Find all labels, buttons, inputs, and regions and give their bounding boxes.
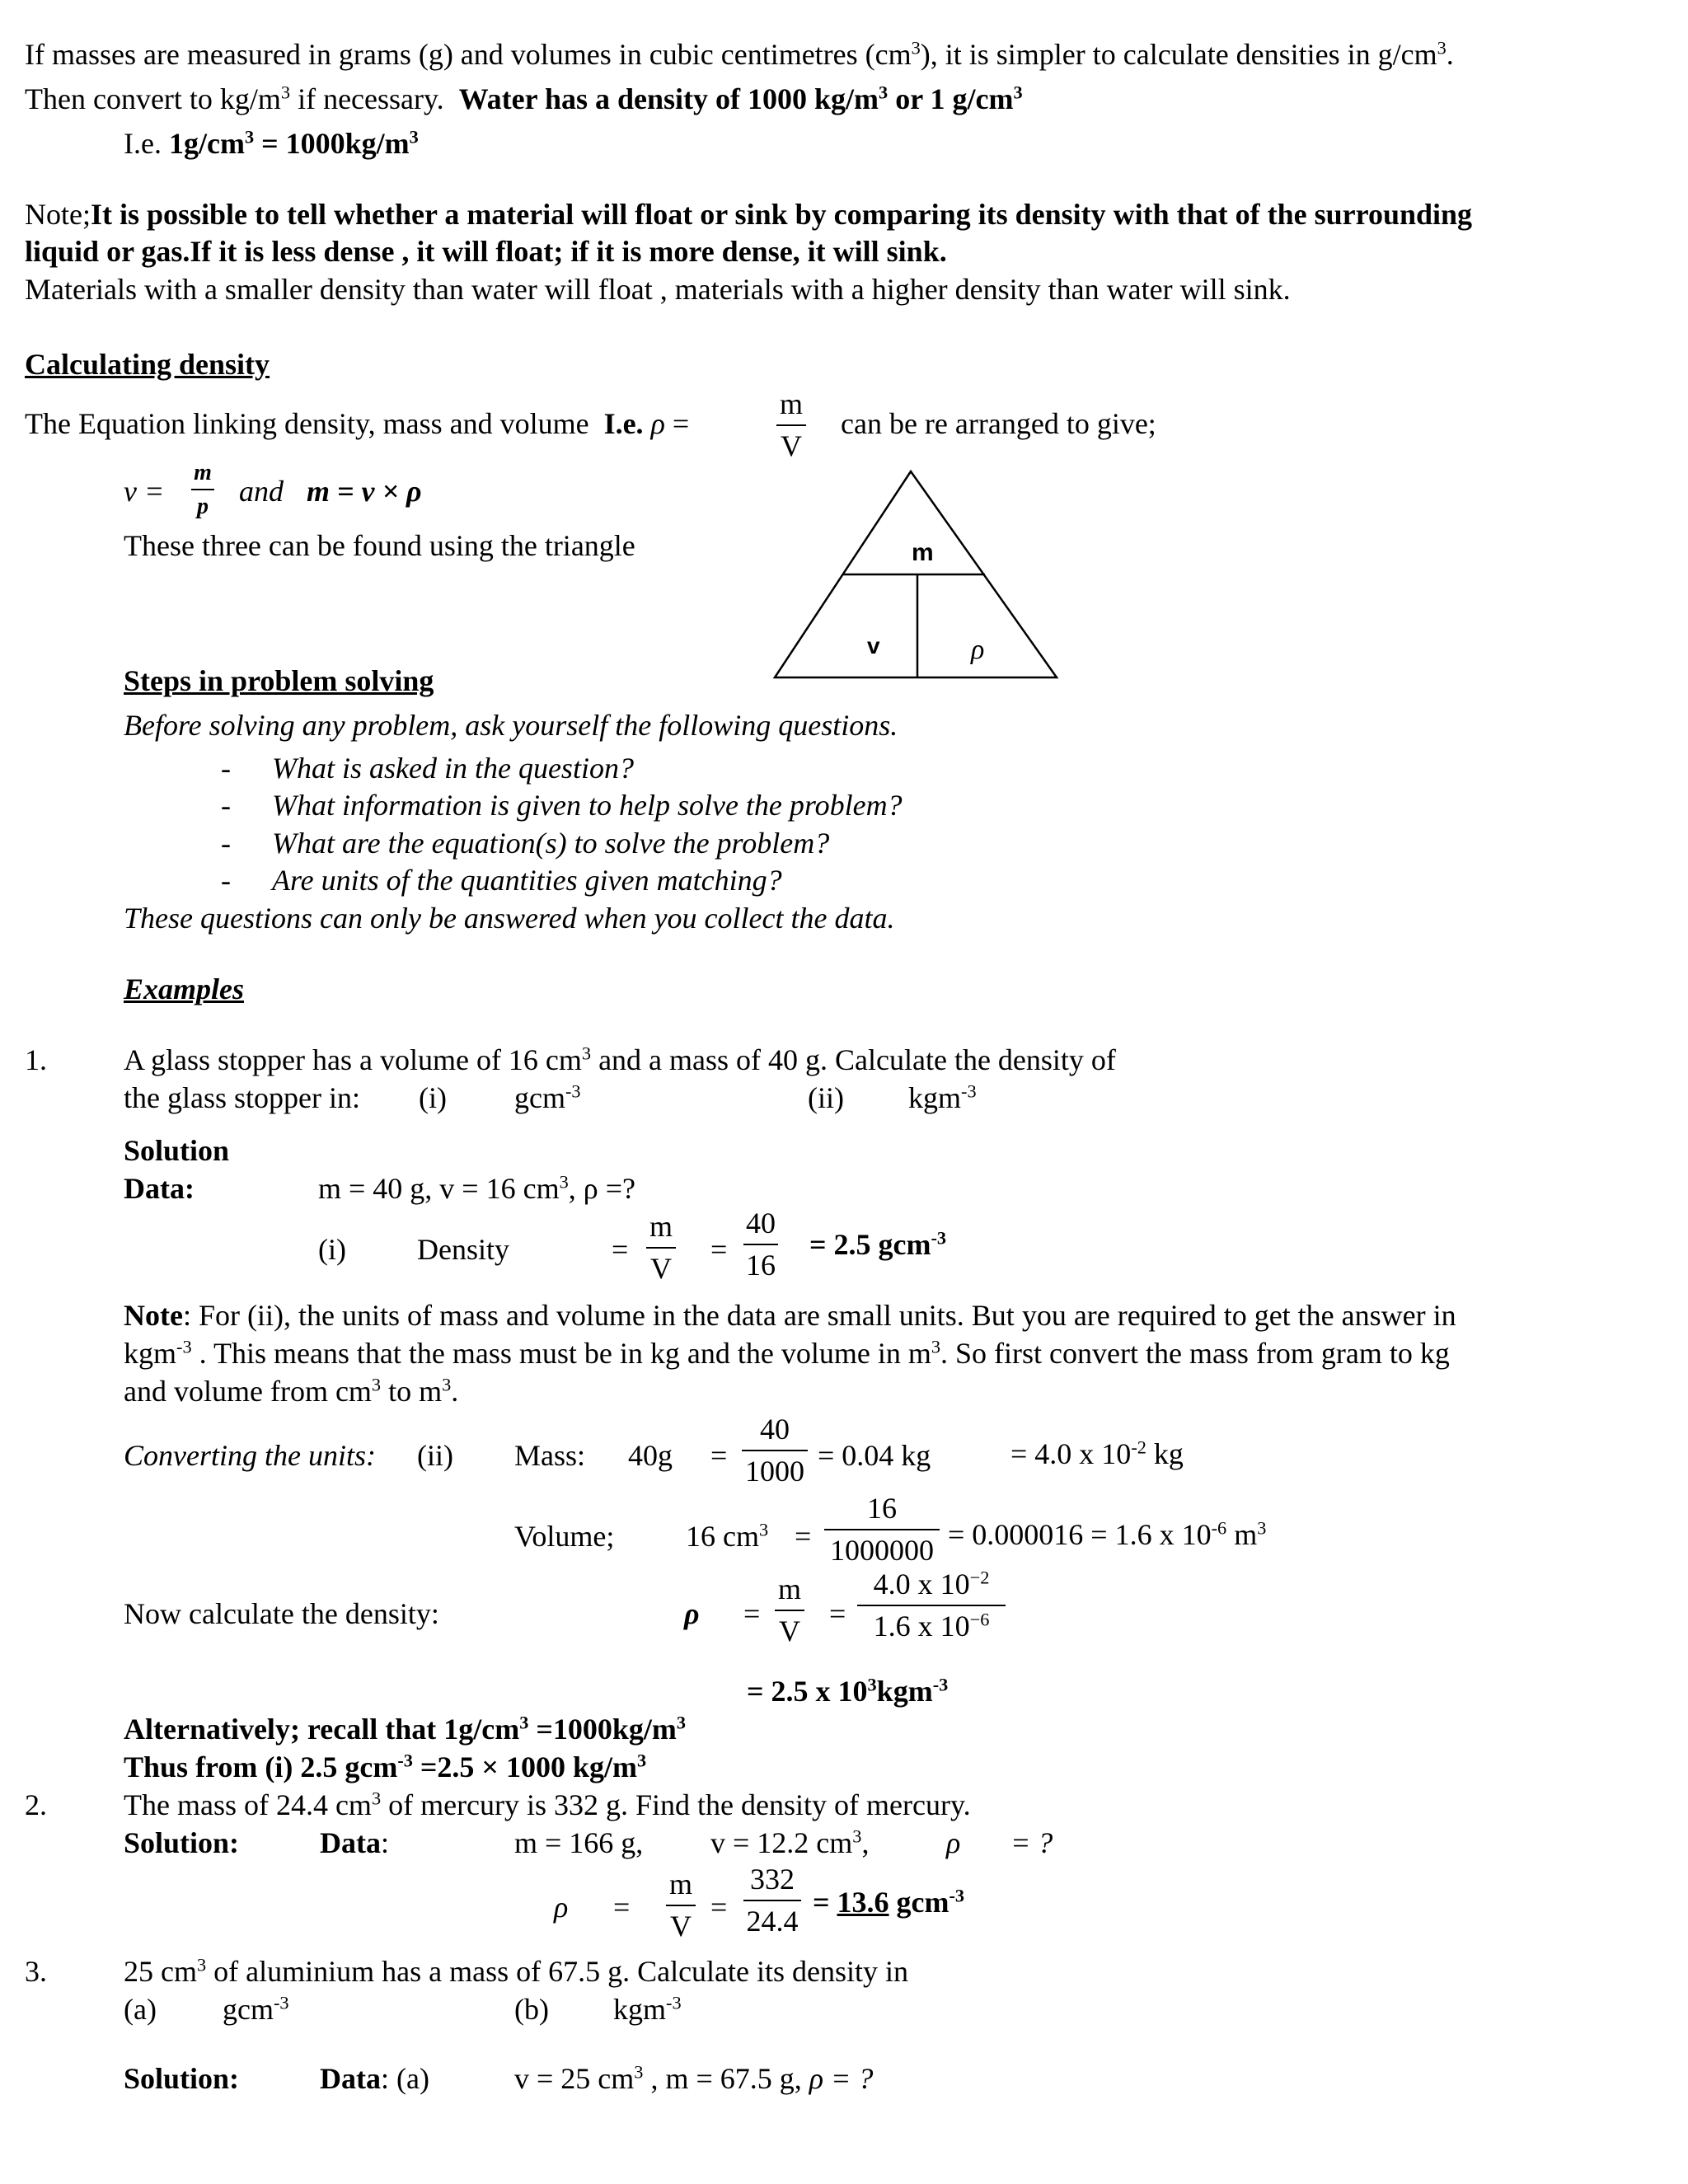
triangle-m-label: m xyxy=(912,539,934,566)
steps-outro: These questions can only be answered when you collect the data. xyxy=(124,902,895,935)
example-1-data-label: Data: xyxy=(124,1172,195,1205)
v-equals: v = xyxy=(124,475,165,508)
example-1-converting-ii: (ii) xyxy=(417,1439,453,1472)
calc-rearranged-text: can be re arranged to give; xyxy=(841,407,1156,440)
triangle-rho-label: ρ xyxy=(971,635,985,665)
m-equals-v-rho: m = v × ρ xyxy=(307,475,422,508)
example-1-volume-value: 16 $cm^3$ xyxy=(686,1519,769,1553)
example-2-volume-value: v = 12.2 $cm^3$, xyxy=(710,1825,870,1859)
note-line-1: Note;It is possible to tell whether a material will float or sink by comparing its density with that of the surrounding xyxy=(25,198,1473,231)
example-1-note-line-2: kgm$^{-3}$ . This means that the mass must be in kg and the volume in $m^3$. So first convert the mass from gram to kg xyxy=(124,1336,1450,1370)
example-1-solution-label: Solution xyxy=(124,1134,230,1167)
examples-heading: Examples xyxy=(124,972,245,1005)
example-3-option-b: (b) xyxy=(514,1993,549,2026)
steps-dash-2: - xyxy=(221,789,231,822)
example-1-now-calculate: Now calculate the density: xyxy=(124,1597,439,1630)
example-2-fraction-m-v: m V xyxy=(666,1866,696,1945)
steps-item-4: Are units of the quantities given matching? xyxy=(272,864,782,897)
calc-heading: Calculating density xyxy=(25,348,270,381)
example-1-unit-kgm: kgm$^{-3}$ xyxy=(908,1080,977,1114)
example-3-data-label: Data: (a) xyxy=(320,2062,429,2095)
steps-item-1: What is asked in the question? xyxy=(272,752,634,785)
steps-dash-3: - xyxy=(221,827,231,860)
and-text: and xyxy=(239,475,284,508)
example-1-number: 1. xyxy=(25,1043,47,1076)
example-1-option-i: (i) xyxy=(419,1081,447,1114)
intro-line-2: Then convert to $kg/m^3$ if necessary. Water has a density of 1000 $kg/m^3$ or 1 $g/cm^3$ xyxy=(25,82,1023,115)
triangle-caption: These three can be found using the triangle xyxy=(124,529,635,562)
steps-item-2: What information is given to help solve the problem? xyxy=(272,789,903,822)
steps-intro: Before solving any problem, ask yourself the following questions. xyxy=(124,709,898,742)
example-2-rho-eq: ρ xyxy=(554,1891,569,1924)
example-1-fraction-m-v: m V xyxy=(646,1208,676,1287)
example-1-mass-result-1: = 0.04 kg xyxy=(818,1439,931,1472)
example-1-equals-1: = xyxy=(612,1233,629,1266)
example-1-mass-label: Mass: xyxy=(514,1439,586,1472)
example-1-converting-label: Converting the units: xyxy=(124,1439,376,1472)
example-1-note-line-3: and volume from $cm^3$ to $m^3$. xyxy=(124,1374,459,1408)
example-2-fraction-332-244: 332 24.4 xyxy=(743,1861,801,1940)
example-1-data-values: m = 40 g, v = 16 $cm^3$, ρ =? xyxy=(318,1171,635,1205)
example-3-question: 25 $cm^3$ of aluminium has a mass of 67.5 g. Calculate its density in xyxy=(124,1954,909,1988)
example-1-mass-equals: = xyxy=(710,1439,728,1472)
example-1-rho-equals-2: = xyxy=(829,1597,846,1630)
example-2-equals-2: = xyxy=(710,1891,728,1924)
example-1-rho-fraction-m-v: m V xyxy=(775,1571,804,1650)
example-1-alternative-line-2: Thus from (i) 2.5 gcm$^{-3}$ =2.5 × 1000 $kg/m^3$ xyxy=(124,1750,647,1783)
example-1-equals-2: = xyxy=(710,1233,728,1266)
intro-ie-line: I.e. $1g/cm^3 = 1000kg/m^3$ xyxy=(124,126,419,160)
example-1-part-i-label: (i) xyxy=(318,1233,346,1266)
example-2-data-label: Data: xyxy=(320,1826,390,1859)
example-3-option-a: (a) xyxy=(124,1993,157,2026)
example-1-fraction-16-1000000: 16 1000000 xyxy=(824,1490,940,1569)
example-1-fraction-40-1000: 40 1000 xyxy=(742,1411,808,1490)
example-1-mass-value: 40g xyxy=(628,1439,673,1472)
steps-item-3: What are the equation(s) to solve the problem? xyxy=(272,827,830,860)
example-2-rho-unknown: = ? xyxy=(1010,1826,1053,1859)
intro-line-1: If masses are measured in grams (g) and volumes in cubic centimetres $(cm^3)$, it is simpler to calculate densities in $g/cm^3$. xyxy=(25,37,1454,71)
example-3-solution-label: Solution: xyxy=(124,2062,240,2095)
note-line-2: liquid or gas.If it is less dense , it will float; if it is more dense, it will sink. xyxy=(25,235,947,268)
v-fraction: m p xyxy=(191,458,214,521)
example-1-volume-label: Volume; xyxy=(514,1520,615,1553)
steps-dash-4: - xyxy=(221,864,231,897)
example-1-alternative-line-1: Alternatively; recall that $1g/cm^3 =1000kg/m^3$ xyxy=(124,1712,687,1746)
calc-equation-text: The Equation linking density, mass and volume I.e. ρ = xyxy=(25,407,690,440)
example-1-volume-result: = 0.000016 = 1.6 x $10^{-6}$ $m^3$ xyxy=(948,1517,1267,1551)
example-1-answer-i: = 2.5 gcm$^{-3}$ xyxy=(809,1227,947,1261)
example-1-volume-equals: = xyxy=(795,1520,812,1553)
example-2-answer: = 13.6 gcm$^{-3}$ xyxy=(813,1885,965,1919)
example-1-option-ii: (ii) xyxy=(808,1081,844,1114)
example-3-number: 3. xyxy=(25,1955,47,1988)
example-1-density-label: Density xyxy=(417,1233,509,1266)
example-2-mass-value: m = 166 g, xyxy=(514,1826,644,1859)
example-1-note-line-1: Note: For (ii), the units of mass and volume in the data are small units. But you are required to get the answer in xyxy=(124,1299,1456,1332)
triangle-v-label: v xyxy=(867,633,880,658)
example-3-unit-gcm: gcm$^{-3}$ xyxy=(223,1992,289,2026)
example-1-rho-equals-1: = xyxy=(743,1597,761,1630)
example-1-unit-gcm: gcm$^{-3}$ xyxy=(514,1080,581,1114)
example-1-fraction-40-16: 40 16 xyxy=(743,1205,778,1284)
note-line-3: Materials with a smaller density than water will float , materials with a higher density than water will sink. xyxy=(25,273,1291,306)
example-1-question-line-2: the glass stopper in: xyxy=(124,1081,360,1114)
example-3-data-values: v = 25 $cm^3$ , m = 67.5 g, ρ = ? xyxy=(514,2061,874,2095)
example-2-rho: ρ xyxy=(946,1826,961,1859)
example-1-final-answer: = 2.5 x $10^3kgm^{-3}$ xyxy=(747,1674,949,1708)
steps-heading: Steps in problem solving xyxy=(124,664,434,697)
example-2-question: The mass of 24.4 $cm^3$ of mercury is 332 g. Find the density of mercury. xyxy=(124,1788,971,1821)
example-2-solution-label: Solution: xyxy=(124,1826,240,1859)
example-1-mass-result-2: = 4.0 x $10^{-2}$ kg xyxy=(1010,1436,1184,1470)
example-2-number: 2. xyxy=(25,1788,47,1821)
example-1-question-line-1: A glass stopper has a volume of 16 $cm^3$ and a mass of 40 g. Calculate the density of xyxy=(124,1043,1116,1076)
example-1-rho: ρ xyxy=(684,1597,700,1630)
calc-fraction-m-over-v: m V xyxy=(776,386,806,465)
example-1-rho-fraction-values: 4.0 x $10^{-2}$ 1.6 x $10^{-6}$ xyxy=(857,1566,1006,1645)
example-2-equals-1: = xyxy=(613,1891,631,1924)
example-3-unit-kgm: kgm$^{-3}$ xyxy=(613,1992,682,2026)
steps-dash-1: - xyxy=(221,752,231,785)
